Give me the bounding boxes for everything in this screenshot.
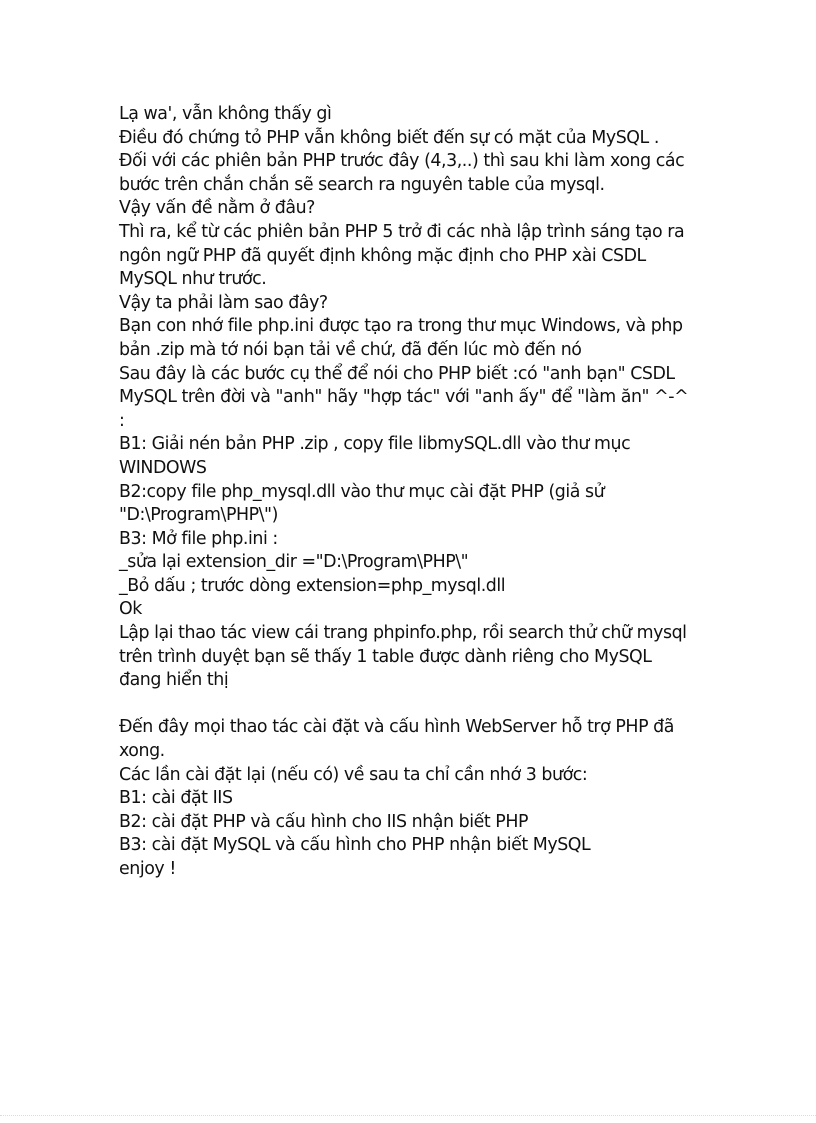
text-line: B2:copy file php_mysql.dll vào thư mục cài đặt PHP (giả sử <box>119 481 605 502</box>
text-line: B3: Mở file php.ini : <box>119 528 278 549</box>
text-line: Lập lại thao tác view cái trang phpinfo.php, rồi search thử chữ mysql <box>119 623 687 644</box>
text-line: Vậy ta phải làm sao đây? <box>119 292 328 313</box>
blank-line <box>119 693 719 717</box>
text-line: B1: cài đặt IIS <box>119 788 233 809</box>
text-line: WINDOWS <box>119 457 207 478</box>
text-line: enjoy ! <box>119 859 176 879</box>
text-line: Ok <box>119 599 142 620</box>
text-line: Bạn con nhớ file php.ini được tạo ra trong thư mục Windows, và php <box>119 316 683 337</box>
text-line: B2: cài đặt PHP và cấu hình cho IIS nhận biết PHP <box>119 811 528 832</box>
text-line: Các lần cài đặt lại (nếu có) về sau ta chỉ cần nhớ 3 bước: <box>119 764 588 785</box>
page-bottom-edge <box>0 1115 816 1117</box>
text-line: bản .zip mà tớ nói bạn tải về chứ, đã đến lúc mò đến nó <box>119 339 582 360</box>
text-line: B3: cài đặt MySQL và cấu hình cho PHP nhận biết MySQL <box>119 835 591 856</box>
text-line: "D:\Program\PHP\") <box>119 505 278 526</box>
text-line: bước trên chắn chắn sẽ search ra nguyên table của mysql. <box>119 174 605 195</box>
text-line: _sửa lại extension_dir ="D:\Program\PHP\" <box>119 552 469 573</box>
text-line: trên trình duyệt bạn sẽ thấy 1 table được dành riêng cho MySQL <box>119 646 652 667</box>
text-line: : <box>119 410 125 431</box>
text-line: MySQL trên đời và "anh" hãy "hợp tác" với "anh ấy" để "làm ăn" ^-^ <box>119 387 689 408</box>
text-line: B1: Giải nén bản PHP .zip , copy file libmySQL.dll vào thư mục <box>119 434 631 455</box>
text-line: Đối với các phiên bản PHP trước đây (4,3,..) thì sau khi làm xong các <box>119 151 685 172</box>
text-line: Thì ra, kể từ các phiên bản PHP 5 trở đi các nhà lập trình sáng tạo ra <box>119 221 685 242</box>
text-line: xong. <box>119 741 165 762</box>
document-body <box>119 103 719 882</box>
text-line: đang hiển thị <box>119 670 229 691</box>
text-line: MySQL như trước. <box>119 269 267 290</box>
text-line: Sau đây là các bước cụ thể để nói cho PHP biết :có "anh bạn" CSDL <box>119 363 675 384</box>
text-line: Lạ wa', vẫn không thấy gì <box>119 104 332 124</box>
text-line: Điều đó chứng tỏ PHP vẫn không biết đến sự có mặt của MySQL . <box>119 127 659 148</box>
text-line: Đến đây mọi thao tác cài đặt và cấu hình WebServer hỗ trợ PHP đã <box>119 717 674 738</box>
text-line: Vậy vấn đề nằm ở đâu? <box>119 198 315 219</box>
text-line: _Bỏ dấu ; trước dòng extension=php_mysql.dll <box>119 575 506 596</box>
text-line: ngôn ngữ PHP đã quyết định không mặc định cho PHP xài CSDL <box>119 245 646 266</box>
